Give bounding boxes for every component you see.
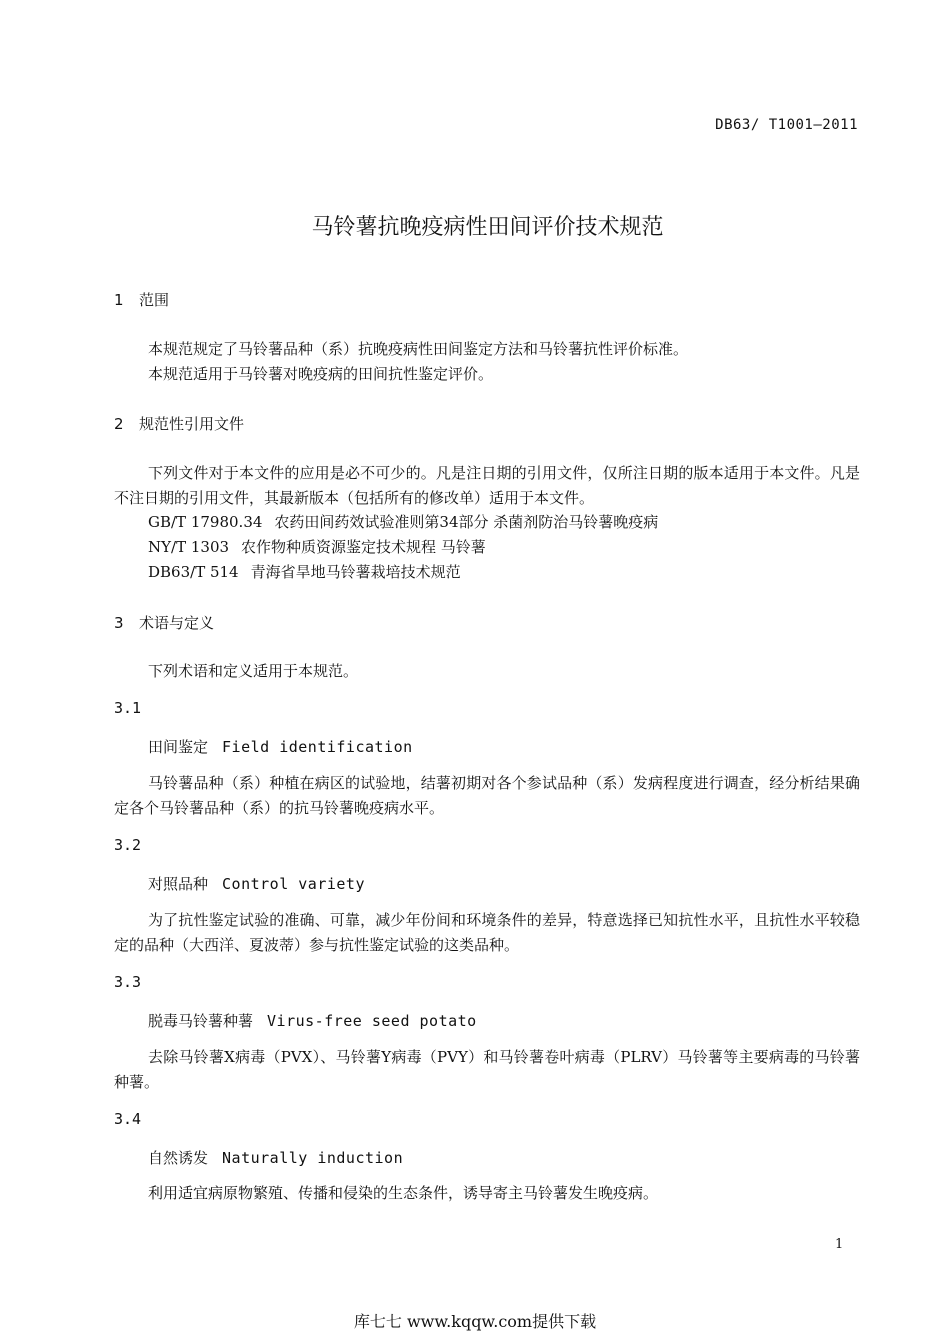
document-title: 马铃薯抗晚疫病性田间评价技术规范 [311,215,664,240]
scope-paragraph-2: 本规范适用于马铃薯对晚疫病的田间抗性鉴定评价。 [148,365,494,383]
term-definition: 利用适宜病原物繁殖、传播和侵染的生态条件，诱导寄主马铃薯发生晚疫病。 [148,1184,659,1202]
section-number: 2 [114,415,124,433]
reference-title: 农作物种质资源鉴定技术规程 马铃薯 [241,538,486,556]
normative-intro-paragraph: 下列文件对于本文件的应用是必不可少的。凡是注日期的引用文件，仅所注日期的版本适用于本文件。凡是不注日期的引用文件，其最新版本（包括所有的修改单）适用于本文件。 [114,464,860,507]
section-heading-scope [114,289,169,310]
clause-number: 3.3 [114,973,142,991]
section-title: 规范性引用文件 [139,415,245,433]
reference-item [148,561,461,582]
download-watermark: 库七七 www.kqqw.com提供下载 [353,1312,597,1331]
section-number: 1 [114,291,124,309]
term-zh: 自然诱发 [148,1149,209,1167]
term-en: Naturally induction [222,1149,404,1167]
section-heading-terms [114,612,214,633]
scope-paragraph-1: 本规范规定了马铃薯品种（系）抗晚疫病性田间鉴定方法和马铃薯抗性评价标准。 [148,340,689,358]
section-heading-normative [114,413,244,434]
term-en: Virus-free seed potato [267,1012,477,1030]
reference-title: 青海省旱地马铃薯栽培技术规范 [250,563,461,581]
term-definition: 马铃薯品种（系）种植在病区的试验地，结薯初期对各个参试品种（系）发病程度进行调查，经分析结果确定各个马铃薯品种（系）的抗马铃薯晚疫病水平。 [114,774,860,817]
reference-code: DB63/T 514 [148,563,239,581]
clause-number: 3.4 [114,1110,142,1128]
reference-code: GB/T 17980.34 [148,513,263,531]
term-entry [148,1010,477,1031]
term-entry [148,736,413,757]
reference-code: NY/T 1303 [148,538,230,556]
terms-intro-paragraph: 下列术语和定义适用于本规范。 [148,662,359,680]
reference-item [148,511,658,532]
section-title: 范围 [139,291,170,309]
clause-number: 3.2 [114,836,142,854]
term-entry [148,1147,403,1168]
document-code: DB63/ T1001—2011 [715,117,858,133]
term-en: Control variety [222,875,365,893]
term-zh: 田间鉴定 [148,738,209,756]
term-zh: 对照品种 [148,875,209,893]
section-title: 术语与定义 [139,614,215,632]
term-definition: 去除马铃薯X病毒（PVX）、马铃薯Y病毒（PVY）和马铃薯卷叶病毒（PLRV）马铃薯等主要病毒的马铃薯种薯。 [114,1048,860,1091]
reference-item [148,536,486,557]
reference-title: 农药田间药效试验准则第34部分 杀菌剂防治马铃薯晚疫病 [274,513,659,531]
term-zh: 脱毒马铃薯种薯 [148,1012,254,1030]
term-entry [148,873,365,894]
clause-number: 3.1 [114,699,142,717]
term-definition: 为了抗性鉴定试验的准确、可靠，减少年份间和环境条件的差异，特意选择已知抗性水平，且抗性水平较稳定的品种（大西洋、夏波蒂）参与抗性鉴定试验的这类品种。 [114,911,860,954]
page-number: 1 [835,1237,844,1252]
term-en: Field identification [222,738,413,756]
section-number: 3 [114,614,124,632]
